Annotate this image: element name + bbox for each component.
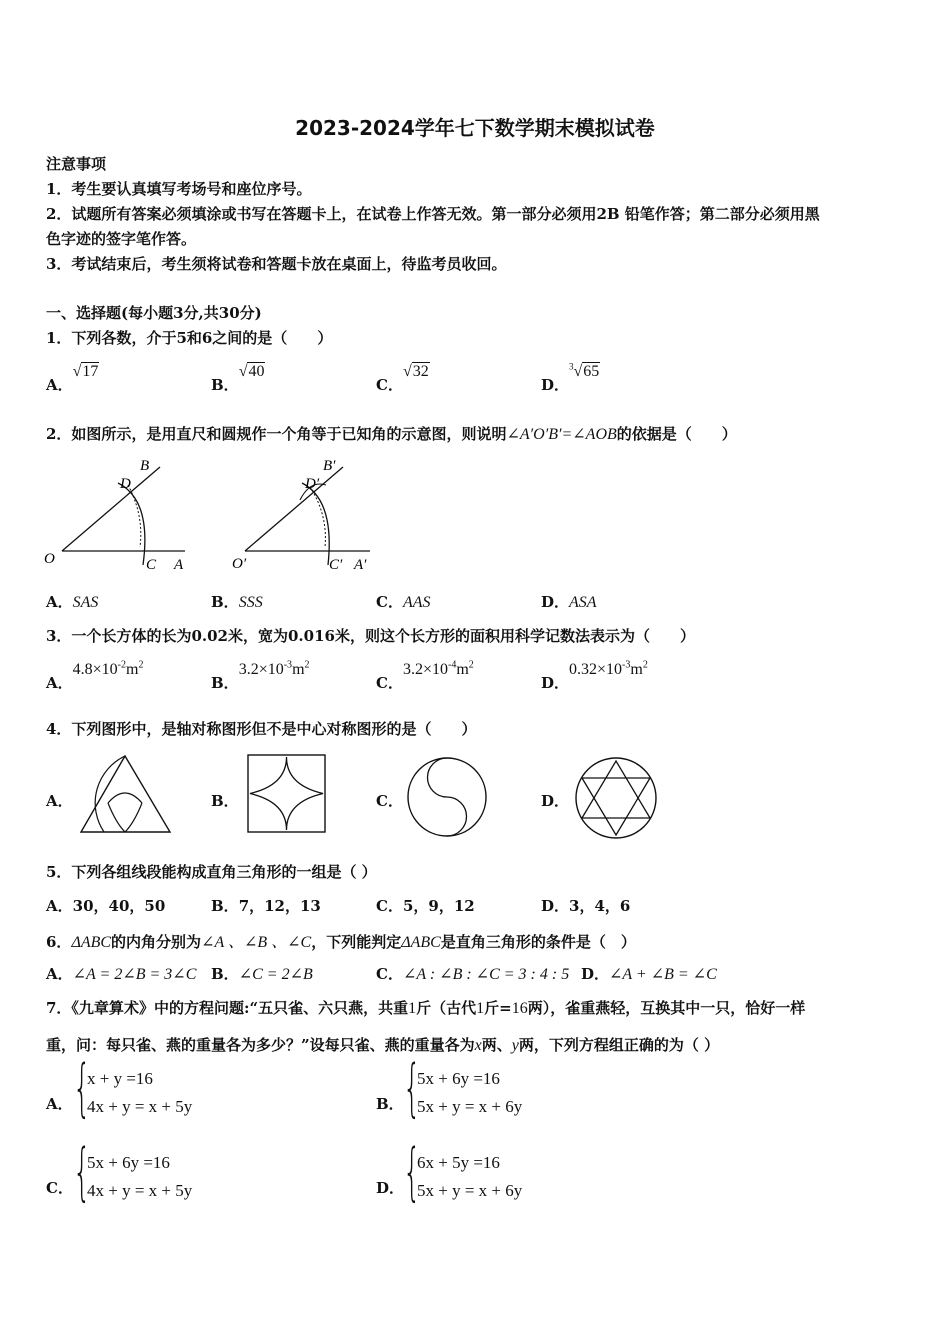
question-stem: 1．下列各数，介于5和6之间的是（ ） (46, 329, 333, 347)
angle-expression: ∠A′O′B′=∠AOB (506, 426, 617, 443)
option-label: D． (541, 376, 570, 394)
notice-item: 2．试题所有答案必须填涂或书写在答题卡上，在试卷上作答无效。第一部分必须用2B 铅笔作答；第二部分必须用黑 (46, 205, 820, 223)
question-stem-line2: 重，问：每只雀、燕的重量各为多少？”设每只雀、燕的重量各为x两、y两，下列方程组正确的为（ ） (46, 1036, 720, 1054)
page-title: 2023-2024学年七下数学期末模拟试卷 (295, 116, 655, 140)
figure-constructed-angle (232, 458, 370, 573)
label-O-prime: O′ (232, 556, 247, 572)
scientific-notation: $4.8\times 10^{-2}m^2$ (72, 659, 144, 678)
scientific-notation: $0.32\times 10^{-3}m^2$ (569, 659, 648, 678)
yin-yang-figure (405, 755, 489, 839)
figure-original-angle (44, 458, 185, 573)
option-b-label[interactable]: B． (211, 792, 239, 810)
option-a-label[interactable]: A． (46, 1095, 73, 1113)
notice-item: 3．考试结束后，考生须将试卷和答题卡放在桌面上，待监考员收回。 (46, 255, 507, 273)
option-label: C． (376, 376, 403, 394)
square-with-star-figure (246, 753, 328, 835)
scientific-notation: $3.2\times 10^{-4}m^2$ (402, 659, 474, 678)
scientific-notation: $3.2\times 10^{-3}m^2$ (238, 659, 310, 678)
option-a[interactable]: A．∠A = 2∠B = 3∠C (46, 965, 197, 983)
option-label: B． (211, 376, 239, 394)
equation-system-d: { 6x + 5y =16 5x + y = x + 6y (403, 1135, 523, 1208)
equation-2: 5x + y = x + 6y (417, 1097, 523, 1116)
equation-1: 5x + 6y =16 (87, 1153, 170, 1172)
equation-system-b: { 5x + 6y =16 5x + y = x + 6y (403, 1051, 523, 1124)
option-d[interactable]: D．ASA (541, 593, 597, 611)
notice-item: 1．考生要认真填写考场号和座位序号。 (46, 180, 312, 198)
sqrt-expression: √40 (238, 363, 265, 380)
label-O: O (44, 551, 55, 567)
equation-2: 4x + y = x + 5y (87, 1181, 193, 1200)
question-stem: 3．一个长方体的长为0.02米，宽为0.016米，则这个长方形的面积用科学记数法表示为（ ） (46, 627, 695, 645)
option-a[interactable]: A．SAS (46, 593, 99, 611)
option-c[interactable] (376, 360, 430, 394)
option-d[interactable] (541, 360, 600, 394)
option-b[interactable]: B．$3.2\times 10^{-3}m^2$ (211, 659, 310, 692)
option-d[interactable]: D．$0.32\times 10^{-3}m^2$ (541, 659, 648, 692)
label-B: B (140, 458, 150, 474)
equation-1: 5x + 6y =16 (417, 1069, 500, 1088)
label-A-prime: A′ (354, 557, 367, 573)
option-d[interactable]: D．∠A + ∠B = ∠C (581, 965, 717, 983)
label-C-prime: C′ (329, 557, 343, 573)
notice-item: 色字迹的签字笔作答。 (46, 230, 197, 248)
sqrt-expression: √32 (402, 363, 429, 380)
label-A: A (174, 557, 184, 573)
option-b[interactable]: B．7，12，13 (211, 897, 321, 915)
triangle-with-arcs-figure (78, 753, 173, 835)
option-c[interactable]: C．5，9，12 (376, 897, 475, 915)
option-a[interactable] (46, 360, 99, 394)
compass-construction-figure (40, 455, 400, 580)
sqrt-expression: √17 (72, 363, 99, 380)
label-C: C (146, 557, 157, 573)
label-D-prime: D′ (305, 476, 320, 492)
option-c-label[interactable]: C． (376, 792, 403, 810)
equation-2: 4x + y = x + 5y (87, 1097, 193, 1116)
option-c[interactable]: C．∠A : ∠B : ∠C = 3 : 4 : 5 (376, 965, 570, 983)
option-c[interactable]: C．AAS (376, 593, 431, 611)
equation-2: 5x + y = x + 6y (417, 1181, 523, 1200)
section-heading: 一、选择题(每小题3分,共30分) (46, 304, 262, 322)
question-stem: 2．如图所示，是用直尺和圆规作一个角等于已知角的示意图，则说明∠A′O′B′=∠AOB的依据是（ ） (46, 425, 737, 443)
question-stem-line1: 7．《九章算术》中的方程问题:“五只雀、六只燕，共重1斤（古代1斤=16两），雀重燕轻，互换其中一只，恰好一样 (46, 999, 806, 1017)
question-stem: 6．ΔABC的内角分别为∠A 、∠B 、∠C，下列能判定ΔABC是直角三角形的条件是（ ） (46, 933, 636, 951)
option-b[interactable] (211, 360, 265, 394)
equation-system-c: { 5x + 6y =16 4x + y = x + 5y (73, 1135, 193, 1208)
option-a[interactable]: A．30，40，50 (46, 897, 166, 915)
circle-star-of-david-figure (573, 755, 659, 841)
option-c[interactable]: C．$3.2\times 10^{-4}m^2$ (376, 659, 474, 692)
equation-1: 6x + 5y =16 (417, 1153, 500, 1172)
option-a-label[interactable]: A． (46, 792, 73, 810)
question-stem: 4．下列图形中，是轴对称图形但不是中心对称图形的是（ ） (46, 720, 477, 738)
label-D: D (120, 476, 131, 492)
cbrt-expression: $^3$√65 (569, 361, 600, 380)
label-B-prime: B′ (323, 458, 336, 474)
option-b[interactable]: B．SSS (211, 593, 263, 611)
question-stem: 5．下列各组线段能构成直角三角形的一组是（ ） (46, 863, 377, 881)
option-b-label[interactable]: B． (376, 1095, 404, 1113)
option-d-label[interactable]: D． (376, 1179, 405, 1197)
option-label: A． (46, 376, 73, 394)
option-c-label[interactable]: C． (46, 1179, 73, 1197)
equation-system-a: { x + y =16 4x + y = x + 5y (73, 1051, 193, 1124)
option-d-label[interactable]: D． (541, 792, 570, 810)
option-a[interactable]: A．$4.8\times 10^{-2}m^2$ (46, 659, 144, 692)
equation-1: x + y =16 (87, 1069, 153, 1088)
notice-heading: 注意事项 (46, 155, 107, 173)
option-b[interactable]: B．∠C = 2∠B (211, 965, 313, 983)
option-d[interactable]: D．3，4，6 (541, 897, 631, 915)
